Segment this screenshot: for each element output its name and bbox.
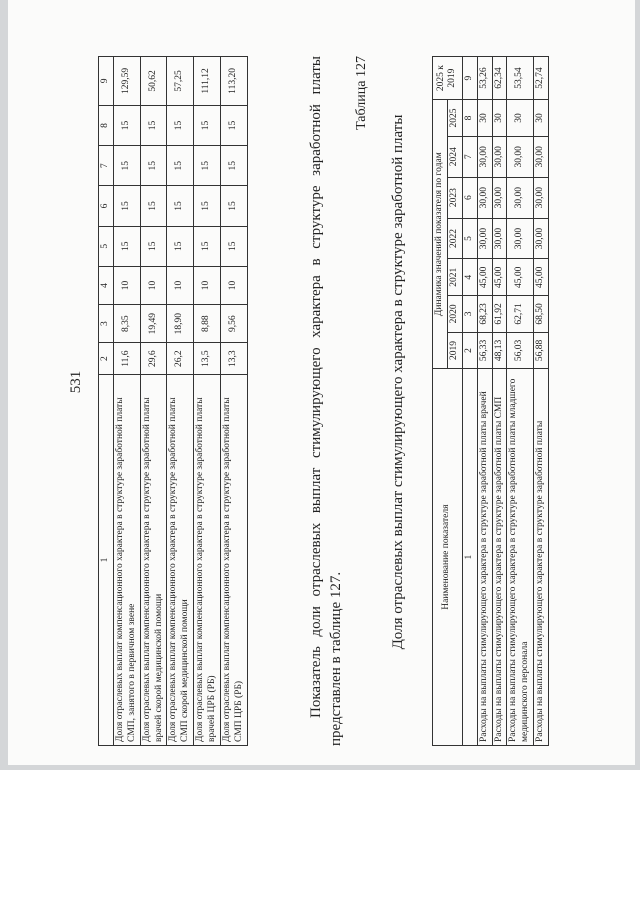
- table2-header: [433, 57, 478, 746]
- table-cell: 15: [194, 146, 221, 186]
- table-cell: 8,88: [194, 305, 221, 343]
- table1-body: [113, 57, 247, 746]
- table-cell: 113,20: [220, 57, 247, 106]
- table-cell: 30,00: [534, 136, 549, 177]
- table-cell: 15: [220, 226, 247, 266]
- table-cell: 45,00: [477, 259, 492, 296]
- table-cell: 19,49: [140, 305, 167, 343]
- table-cell: 15: [194, 186, 221, 226]
- column-number-cell: 6: [462, 177, 477, 218]
- table-cell: 30,00: [507, 136, 534, 177]
- table-cell: 13,3: [220, 343, 247, 375]
- table2-numbers-row: [462, 57, 477, 746]
- table-cell: 15: [167, 226, 194, 266]
- year-header-cell: 2024: [447, 136, 462, 177]
- table-cell: 30,00: [492, 177, 507, 218]
- row-label: Расходы на выплаты стимулирующего характера в структуре заработной платы: [534, 369, 549, 746]
- table-cell: 15: [194, 105, 221, 145]
- table-row: [167, 57, 194, 746]
- column-number-cell: 1: [462, 369, 477, 746]
- table-cell: 30,00: [477, 177, 492, 218]
- table-cell: 45,00: [534, 259, 549, 296]
- table-cell: 30,00: [492, 136, 507, 177]
- table-cell: 15: [113, 226, 140, 266]
- table-cell: 15: [140, 105, 167, 145]
- table1-header-cell: 4: [99, 266, 114, 304]
- column-number-cell: 8: [462, 100, 477, 137]
- row-label: Расходы на выплаты стимулирующего характера в структуре заработной платы врачей: [477, 369, 492, 746]
- table-number: Таблица 127: [354, 56, 369, 130]
- table-cell: 50,62: [140, 57, 167, 106]
- table-cell: 15: [220, 105, 247, 145]
- row-label: Доля отраслевых выплат компенсационного характера в структуре заработной платы СМП ЦРБ (РБ): [220, 375, 247, 746]
- table-cell: 15: [113, 105, 140, 145]
- table-cell: 10: [194, 266, 221, 304]
- table-cell: 53,54: [507, 57, 534, 100]
- table-cell: 129,59: [113, 57, 140, 106]
- table-cell: 62,71: [507, 296, 534, 333]
- row-label: Доля отраслевых выплат компенсационного характера в структуре заработной платы врачей ЦРБ (РБ): [194, 375, 221, 746]
- table-cell: 30: [534, 100, 549, 137]
- table2-head-ratio: 2025 к 2019: [433, 57, 463, 100]
- table-cell: 68,23: [477, 296, 492, 333]
- table-cell: 61,92: [492, 296, 507, 333]
- row-label: Расходы на выплаты стимулирующего характера в структуре заработной платы младшего медицинского персонала: [507, 369, 534, 746]
- table-cell: 15: [113, 186, 140, 226]
- table-title: Доля отраслевых выплат стимулирующего характера в структуре заработной платы: [390, 114, 406, 650]
- table-cell: 57,25: [167, 57, 194, 106]
- table-cell: 15: [167, 105, 194, 145]
- column-number-cell: 9: [462, 57, 477, 100]
- table-cell: 62,34: [492, 57, 507, 100]
- table1-header-cell: 5: [99, 226, 114, 266]
- table1-header-cell: 1: [99, 375, 114, 746]
- table-cell: 48,13: [492, 332, 507, 369]
- table2-head-dynamics: Динамика значений показателя по годам: [433, 100, 448, 369]
- table-cell: 45,00: [492, 259, 507, 296]
- table-cell: 53,26: [477, 57, 492, 100]
- table-cell: 15: [140, 186, 167, 226]
- table-cell: 18,90: [167, 305, 194, 343]
- table-cell: 30: [492, 100, 507, 137]
- table-cell: 8,35: [113, 305, 140, 343]
- table-row: [507, 57, 534, 746]
- row-label: Доля отраслевых выплат компенсационного характера в структуре заработной платы СМП скорой медицинской помощи: [167, 375, 194, 746]
- table-cell: 30,00: [492, 218, 507, 259]
- table-cell: 45,00: [507, 259, 534, 296]
- year-header-cell: 2025: [447, 100, 462, 137]
- table-cell: 13,5: [194, 343, 221, 375]
- year-header-cell: 2020: [447, 296, 462, 333]
- table-cell: 30,00: [507, 177, 534, 218]
- table-compensation-share: [98, 56, 248, 746]
- row-label: Доля отраслевых выплат компенсационного характера в структуре заработной платы СМП, занятого в первичном звене: [113, 375, 140, 746]
- table-cell: 30: [507, 100, 534, 137]
- column-number-cell: 5: [462, 218, 477, 259]
- table-cell: 15: [113, 146, 140, 186]
- table-cell: 56,33: [477, 332, 492, 369]
- table1-header-cell: 9: [99, 57, 114, 106]
- table-row: [113, 57, 140, 746]
- table-cell: 10: [220, 266, 247, 304]
- table1-header-cell: 2: [99, 343, 114, 375]
- row-label: Расходы на выплаты стимулирующего характера в структуре заработной платы СМП: [492, 369, 507, 746]
- row-label: Доля отраслевых выплат компенсационного характера в структуре заработной платы врачей скорой медицинской помощи: [140, 375, 167, 746]
- table-cell: 30,00: [534, 218, 549, 259]
- table1-header: [99, 57, 114, 746]
- year-header-cell: 2019: [447, 332, 462, 369]
- table-cell: 111,12: [194, 57, 221, 106]
- table1-header-row: [99, 57, 114, 746]
- table-cell: 56,03: [507, 332, 534, 369]
- table-cell: 30,00: [534, 177, 549, 218]
- year-header-cell: 2023: [447, 177, 462, 218]
- table-cell: 29,6: [140, 343, 167, 375]
- table2-head-name: Наименование показателя: [433, 369, 463, 746]
- table2-body: [477, 57, 548, 746]
- table1-header-cell: 8: [99, 105, 114, 145]
- table-cell: 30,00: [477, 218, 492, 259]
- table-row: [140, 57, 167, 746]
- table-cell: 26,2: [167, 343, 194, 375]
- table-cell: 68,50: [534, 296, 549, 333]
- column-number-cell: 7: [462, 136, 477, 177]
- body-paragraph: Показатель доли отраслевых выплат стимулирующего характера в структуре заработной платы представлен в таблице 127.: [308, 56, 344, 746]
- table1-header-cell: 6: [99, 186, 114, 226]
- table-cell: 56,88: [534, 332, 549, 369]
- table-cell: 30,00: [507, 218, 534, 259]
- table-cell: 52,74: [534, 57, 549, 100]
- table-cell: 30: [477, 100, 492, 137]
- table-cell: 10: [167, 266, 194, 304]
- year-header-cell: 2021: [447, 259, 462, 296]
- table-row: [477, 57, 492, 746]
- table-cell: 10: [113, 266, 140, 304]
- table-cell: 15: [167, 186, 194, 226]
- column-number-cell: 4: [462, 259, 477, 296]
- table-cell: 10: [140, 266, 167, 304]
- column-number-cell: 2: [462, 332, 477, 369]
- table-cell: 15: [220, 146, 247, 186]
- table-row: [220, 57, 247, 746]
- column-number-cell: 3: [462, 296, 477, 333]
- page-number: 531: [68, 370, 84, 394]
- table-cell: 15: [194, 226, 221, 266]
- table1-header-cell: 3: [99, 305, 114, 343]
- rotated-content: [28, 12, 638, 752]
- table-row: [194, 57, 221, 746]
- table-stimulating-share: [432, 56, 549, 746]
- table-cell: 15: [140, 146, 167, 186]
- table1-header-cell: 7: [99, 146, 114, 186]
- table-cell: 15: [167, 146, 194, 186]
- table-cell: 15: [220, 186, 247, 226]
- table-cell: 11,6: [113, 343, 140, 375]
- year-header-cell: 2022: [447, 218, 462, 259]
- document-page: [8, 0, 635, 765]
- table-row: [492, 57, 507, 746]
- table-cell: 30,00: [477, 136, 492, 177]
- table-cell: 15: [140, 226, 167, 266]
- table-cell: 9,56: [220, 305, 247, 343]
- table-row: [534, 57, 549, 746]
